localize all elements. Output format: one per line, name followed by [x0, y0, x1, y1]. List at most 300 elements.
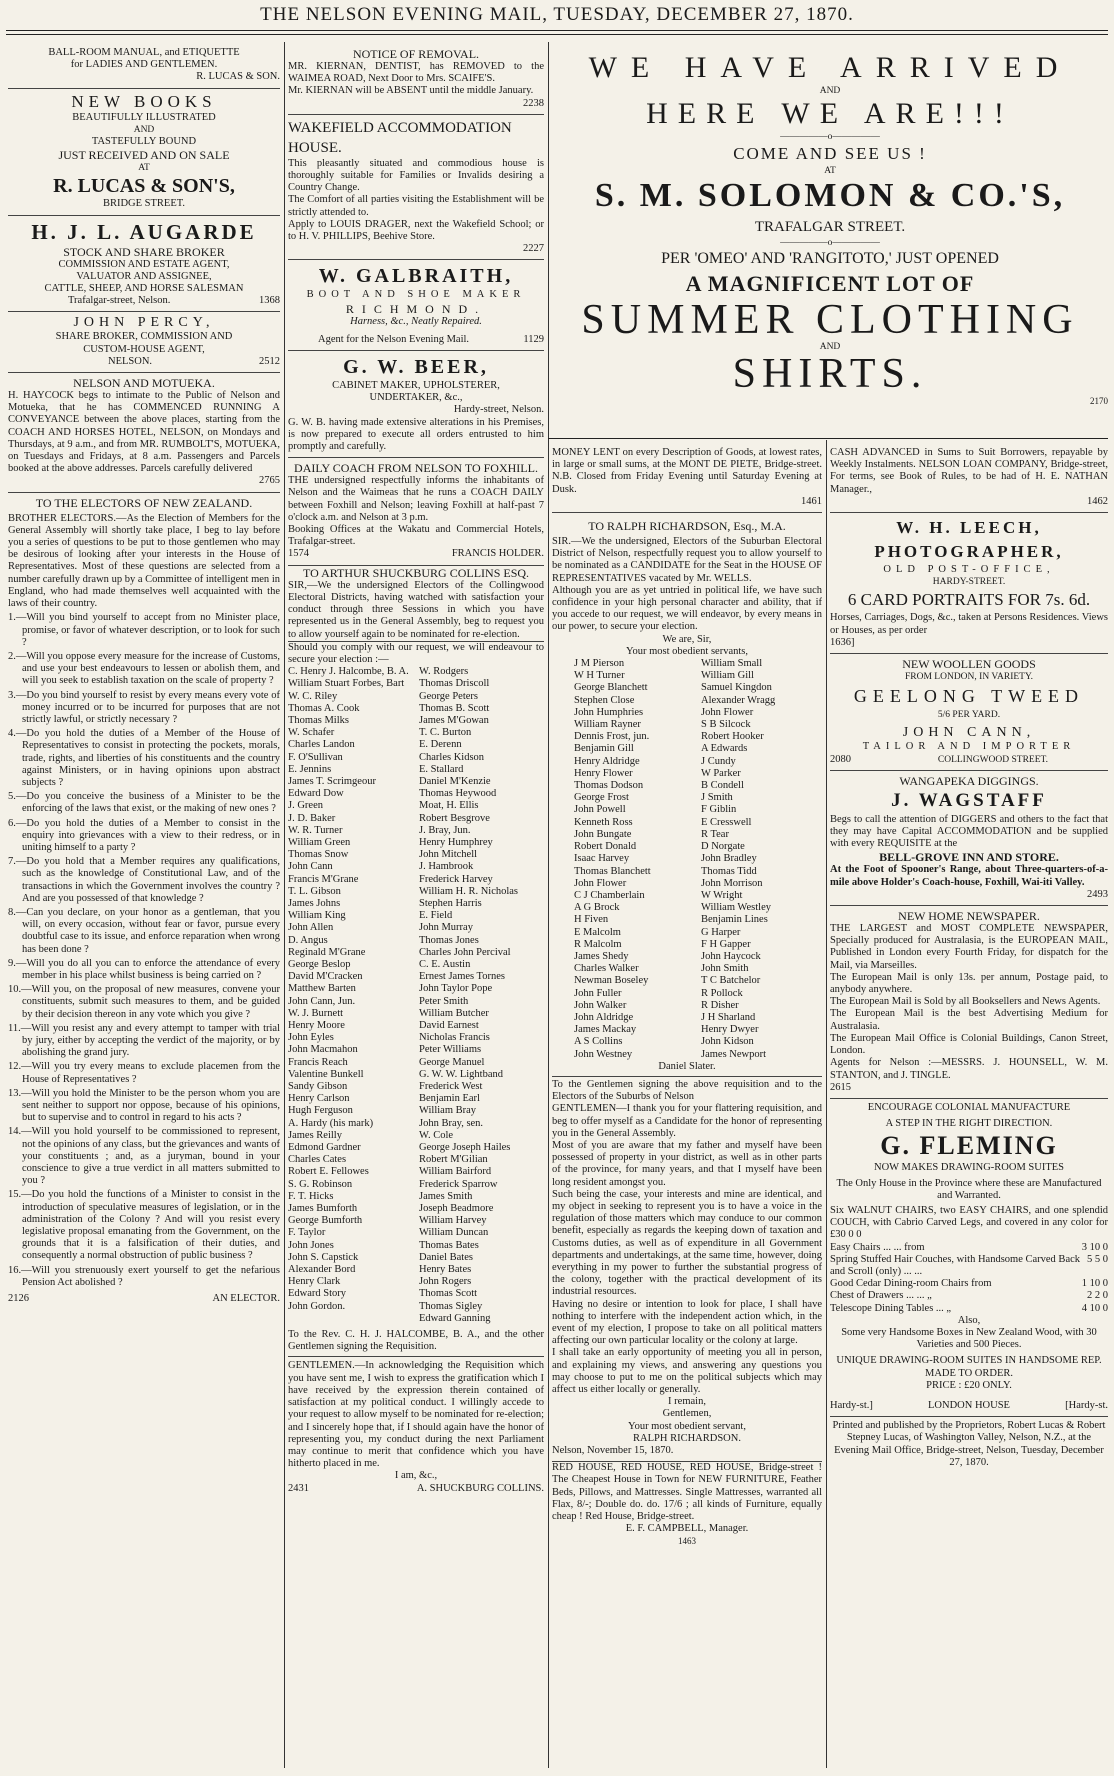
signatory: George Bumforth — [288, 1215, 363, 1227]
price-row — [830, 1242, 1108, 1254]
signatory: Thomas Heywood — [419, 788, 497, 800]
banner-line: PER 'OMEO' AND 'RANGITOTO,' JUST OPENED — [661, 250, 999, 267]
question: 15.—Do you hold the functions of a Minister to consist in the introduction of speculative measures of legislation, or in the administration of the Colony ? And will you resist every legislative proposal emanating from the Government, on the grounds that it is a falsification of their duties, and consequently a normal obstruction of public business ? — [8, 1189, 280, 1262]
signatory: R Pollock — [701, 987, 743, 999]
ad-augarde — [8, 216, 280, 313]
signatory: John Rogers — [419, 1276, 472, 1288]
signatory: William Green — [288, 836, 351, 848]
signatory: W Wright — [701, 889, 743, 901]
signatory: Henry Aldridge — [574, 755, 640, 767]
signatory: Thomas Sigley — [419, 1300, 483, 1312]
signatory: John Westney — [574, 1048, 633, 1060]
ad-number: 1129 — [523, 333, 544, 345]
banner-line: A MAGNIFICENT LOT OF — [685, 271, 975, 296]
ad-body: SIR,—We the undersigned Electors of the Collingwood Electoral Districts, having watched with satisfaction your conduct through three Sessions in which you have represented us in the General Assembly, beg to request you to allow yourself again to be nominated for re-election. — [288, 579, 544, 640]
signatory: G Harper — [701, 926, 741, 938]
question: 3.—Do you bind yourself to resist by every means every vote of money incurred or to be incurred for purposes that are not strictly lawful, or strictly necessary ? — [8, 689, 280, 725]
signatory: Thomas A. Cook — [288, 702, 360, 714]
ad-line: Also, — [957, 1314, 981, 1326]
ad-beer — [288, 351, 544, 458]
solomon-banner — [552, 44, 1108, 406]
ad-line: 5/6 PER YARD. — [937, 710, 1001, 721]
ad-body: Mr. KIERNAN will be ABSENT until the middle January. — [288, 85, 534, 97]
ad-body: To the Gentlemen signing the above requisition and to the Electors of the Suburbs of Nelson — [552, 1076, 822, 1103]
signatory: R Disher — [701, 999, 739, 1011]
ad-body: H. HAYCOCK begs to intimate to the Public of Nelson and Motueka, that he has COMMENCED RUNNING A CONVEYANCE between the above places, starting from the COACH AND HORSES HOTEL, NELSON, on Mondays and Thursdays, at 9 a.m., and from MR. RUMBOLT'S, MOTUEKA, on Tuesdays and Fridays, at 8 a.m. Passengers and Parcels booked at the above addresses. Parcels carefully delivered — [8, 390, 280, 475]
signatory: Henry Bates — [419, 1264, 472, 1276]
signatory: Isaac Harvey — [574, 853, 630, 865]
signatory: John Walker — [574, 999, 627, 1011]
signatory: John S. Capstick — [288, 1251, 359, 1263]
signatory: Henry Humphrey — [419, 836, 493, 848]
ad-number: 2170 — [1090, 396, 1108, 406]
ad-line: Gentlemen, — [662, 1408, 712, 1420]
signatory: James Smith — [419, 1190, 473, 1202]
ad-collins — [288, 566, 544, 1495]
ad-line: TASTEFULLY BOUND — [91, 136, 197, 148]
masthead: THE NELSON EVENING MAIL, TUESDAY, DECEMBER 27, 1870. — [260, 4, 854, 25]
price-row — [830, 1278, 1108, 1290]
price-row — [830, 1254, 1108, 1278]
signature: A. SHUCKBURG COLLINS. — [416, 1482, 544, 1494]
signatory: William Stuart Forbes, Bart — [288, 678, 405, 690]
signatory: F Giblin — [701, 804, 737, 816]
ad-title: W. H. LEECH, PHOTOGRAPHER, — [874, 518, 1064, 562]
price-item: Easy Chairs ... ... from — [830, 1241, 925, 1253]
column-divider — [284, 42, 285, 1768]
signatory: Sandy Gibson — [288, 1081, 348, 1093]
signatory: John Jones — [288, 1239, 334, 1251]
signatory: Daniel M'Kenzie — [419, 775, 491, 787]
ad-body: THE undersigned respectfully informs the inhabitants of Nelson and the Waimeas that he runs a COACH DAILY between Foxhill and Nelson; leaving Foxhill at half-past 7 o'clock a.m. and Nelson at 3 p.m. — [288, 475, 544, 523]
ad-line: CATTLE, SHEEP, AND HORSE SALESMAN — [44, 283, 244, 295]
ad-body: Six WALNUT CHAIRS, two EASY CHAIRS, and one splendid COUCH, with Cabrio Carved Legs, and covered in any color for £30 0 0 — [830, 1204, 1108, 1241]
ad-line: VALUATOR AND ASSIGNEE, — [76, 270, 212, 282]
ad-removal — [288, 44, 544, 115]
banner-rule: —————o————— — [780, 132, 880, 142]
ad-new-books — [8, 89, 280, 216]
signatory: John Morrison — [701, 877, 763, 889]
banner-rule-bottom — [548, 438, 1108, 439]
ad-richardson — [552, 513, 822, 1462]
signatory: John Aldridge — [574, 1011, 634, 1023]
column-divider — [826, 440, 827, 1768]
signatory: John Taylor Pope — [419, 983, 493, 995]
signatory: William Small — [701, 658, 763, 670]
signatory: Francis Reach — [288, 1056, 348, 1068]
ad-galbraith — [288, 260, 544, 351]
signatory: R Tear — [701, 828, 729, 840]
signatory: C. E. Austin — [419, 958, 471, 970]
price-item: Spring Stuffed Hair Couches, with Handsome Carved Back and Scroll (only) ... ... — [830, 1253, 1081, 1277]
price-item: Telescope Dining Tables ... „ — [830, 1302, 952, 1314]
signatory: Robert M'Gilian — [419, 1154, 488, 1166]
ad-newspaper — [830, 906, 1108, 1099]
ad-title: DAILY COACH FROM NELSON TO FOXHILL. — [294, 461, 538, 476]
ad-body: At the Foot of Spooner's Range, about Three-quarters-of-a-mile above Holder's Coach-house, Foxhill, Wai-iti Valley. — [830, 864, 1108, 888]
signatory: Matthew Barten — [288, 983, 356, 995]
signatory: Ernest James Tornes — [419, 971, 505, 983]
banner-line: WE HAVE ARRIVED — [588, 51, 1072, 84]
signatory: Edward Story — [288, 1288, 347, 1300]
signatory: William Rayner — [574, 719, 641, 731]
ad-body: Such being the case, your interests and mine are identical, and my object in seeking to represent you is to have a voice in the regulation of those matters which may conduce to our common benefit, especially as regards the keeping down of taxation and Customs duties, as well as of expenditure in all Government departments and undertakings, at the same time, however, doing everything in my power to further the substantial progress of the colony, together with the practical development of its industrial resources. — [552, 1188, 822, 1298]
signatory: John Bradley — [701, 853, 757, 865]
signatory: E Malcolm — [574, 926, 621, 938]
ad-line: Your most obedient servant, — [628, 1420, 746, 1432]
signatory: James M'Gowan — [419, 714, 489, 726]
signatory: E. Stallard — [419, 763, 464, 775]
signatory: W. Cole — [419, 1129, 454, 1141]
ad-number: 2080 — [830, 753, 851, 765]
ad-title: WAKEFIELD ACCOMMODATION HOUSE. — [288, 119, 512, 156]
signatory: Charles Cates — [288, 1154, 347, 1166]
column-2 — [288, 44, 544, 1768]
ad-body: MR. KIERNAN, DENTIST, has REMOVED to the WAIMEA ROAD, Next Door to Mrs. SCAIFE'S. — [288, 61, 544, 85]
ad-number: 2126 — [8, 1293, 29, 1305]
signatory: John Fuller — [574, 987, 622, 999]
signatory: Robert Besgrove — [419, 812, 490, 824]
ad-fleming — [830, 1099, 1108, 1417]
signatory: G. W. W. Lightband — [419, 1068, 504, 1080]
banner-line: TRAFALGAR STREET. — [754, 219, 906, 235]
signature: RALPH RICHARDSON. — [633, 1432, 741, 1444]
signatory: James Shedy — [574, 950, 629, 962]
ad-line: We are, Sir, — [662, 633, 712, 645]
ad-body: GENTLEMEN.—In acknowledging the Requisition which you have sent me, I wish to express the gratification which I have received by the expression therein contained of satisfaction at my political conduct. I willingly accede to your request to allow myself to be nominated for re-election; and I sincerely hope that, if I should again have the honor of representing you, my conduct during the next Parliament may continue to merit that confidence which you have hitherto placed in me. — [288, 1360, 544, 1470]
column-3 — [552, 444, 822, 1768]
ad-body: G. W. B. having made extensive alterations in his Premises, is now prepared to execute all orders entrusted to him promptly and carefully. — [288, 416, 544, 453]
question: 6.—Do you hold the duties of a Member to consist in the enquiry into grievances with a view to their redress, or in uniting himself to a party ? — [8, 817, 280, 853]
signatory: Edward Dow — [288, 788, 344, 800]
ad-body: Booking Offices at the Wakatu and Commercial Hotels, Trafalgar-street. — [288, 524, 544, 548]
ad-line: UNIQUE DRAWING-ROOM SUITES IN HANDSOME REP. MADE TO ORDER. — [836, 1355, 1102, 1379]
signatory: George Frost — [574, 792, 629, 804]
ad-body: The European Mail is Sold by all Booksellers and News Agents. — [830, 996, 1101, 1008]
ad-title: WANGAPEKA DIGGINGS. — [899, 773, 1039, 788]
ad-line: Trafalgar-street, Nelson. — [68, 295, 171, 307]
signatory: A G Brock — [574, 902, 620, 914]
ad-body: GENTLEMEN—I thank you for your flattering requisition, and beg to offer myself as a Candidate for the honor of representing you in the General Assembly. — [552, 1103, 822, 1139]
banner-line: HERE WE ARE!!! — [646, 97, 1014, 130]
signatory: Robert Hooker — [701, 731, 764, 743]
ad-line: NOW MAKES DRAWING-ROOM SUITES — [873, 1162, 1064, 1174]
signatory: D Norgate — [701, 841, 745, 853]
ad-wakefield — [288, 115, 544, 261]
signatory: Edward Ganning — [419, 1312, 491, 1324]
ad-line: [Hardy-st. — [1065, 1399, 1108, 1411]
signatory: T C Batchelor — [701, 975, 761, 987]
signatory: Stephen Harris — [419, 897, 482, 909]
signatory: Newman Boseley — [574, 975, 649, 987]
signatory: Thomas Bates — [419, 1239, 479, 1251]
ad-line: HARDY-STREET. — [932, 577, 1006, 588]
banner-line: S. M. SOLOMON & CO.'S, — [594, 177, 1066, 214]
signatory: Henry Moore — [288, 1020, 345, 1031]
ad-body: The European Mail is only 13s. per annum, Postage paid, to anybody anywhere. — [830, 971, 1108, 996]
signatory: Henry Clark — [288, 1276, 341, 1288]
signatory: John Powell — [574, 804, 626, 816]
ad-woollen — [830, 654, 1108, 771]
signatory: J. Bray, Jun. — [419, 824, 471, 836]
ad-title: NEW WOOLLEN GOODS — [902, 657, 1036, 672]
signatory — [288, 1313, 413, 1325]
signatory: R Malcolm — [574, 938, 622, 950]
signatory: William Gill — [701, 670, 754, 682]
ad-body: RED HOUSE, RED HOUSE, RED HOUSE, Bridge-street ! The Cheapest House in Town for NEW FURNITURE, Feather Beds, Pillows, and Mattresses. Single Mattresses, warranted all Flax, 8/-; Double do. do. 17/6 ; all kinds of Furniture, equally cheap ! Red House, Bridge-street. — [552, 1462, 822, 1523]
signatory: Daniel Bates — [419, 1251, 473, 1263]
signatory: John Cann, Jun. — [288, 995, 356, 1007]
ad-line: R. LUCAS & SON. — [196, 71, 280, 83]
price-item: Chest of Drawers ... ... „ — [830, 1290, 932, 1302]
ad-line: SHARE BROKER, COMMISSION AND — [55, 331, 233, 343]
question: 13.—Will you hold the Minister to be the person whom you are sent neither to support nor oppose, because of his opinions, but to supervise and to control in regard to his acts ? — [8, 1087, 280, 1124]
ad-body: MONEY LENT on every Description of Goods, at lowest rates, in large or small sums, at the MONT DE PIETE, Bridge-street. N.B. Closed from Friday Evening until Saturday Evening at Dusk. — [552, 447, 822, 495]
signatory: John Cann — [288, 861, 333, 873]
ad-number: 2512 — [259, 355, 280, 367]
signatory: Robert Donald — [574, 841, 637, 853]
banner-rule: —————o————— — [780, 238, 880, 248]
ad-body: Apply to LOUIS DRAGER, next the Wakefield School; or to H. V. PHILLIPS, Beehive Store. — [288, 218, 544, 243]
signatory: Thomas Snow — [288, 849, 349, 861]
ad-line: NELSON. — [108, 355, 153, 367]
ad-line: COLLINGWOOD STREET. — [937, 754, 1048, 765]
signatory: Alexander Wragg — [701, 694, 776, 706]
signatory: William Butcher — [419, 1007, 489, 1019]
ad-coach — [288, 458, 544, 565]
ad-leech — [830, 513, 1108, 654]
ad-body: Although you are as yet untried in political life, we have such confidence in your high personal character and ability, that if you accede to our request, we will endeavor, by every means in our power, to secure your election. — [552, 584, 822, 633]
ad-line: BEAUTIFULLY ILLUSTRATED — [72, 111, 216, 123]
ad-percy — [8, 312, 280, 373]
signatory: E. Jennins — [288, 763, 332, 775]
price-row — [830, 1303, 1108, 1315]
ad-body: Horses, Carriages, Dogs, &c., taken at Persons Residences. Views or Houses, as per order — [830, 612, 1108, 636]
ad-body: BROTHER ELECTORS.—As the Election of Members for the General Assembly will shortly take place, I beg to lay before you a series of questions to be put to those gentlemen who may be desirous of looking after your interests in the House of Representatives. Most of these questions are selected from a number carefully drawn up by a Committee of intelligent men in England, who had made themselves well acquainted with the laws of their country. — [8, 512, 280, 610]
signatory: F. Taylor — [288, 1227, 326, 1239]
question: 7.—Do you hold that a Member requires any qualifications, such as the knowledge of Constitutional Law, and of the transactions in which the Government involves the country ? And are you possessed of that knowledge ? — [8, 856, 280, 904]
ad-line: The Only House in the Province where these are Manufactured and Warranted. — [836, 1177, 1102, 1201]
signatory: John Murray — [419, 922, 473, 934]
signatory: J. Green — [288, 800, 323, 812]
signatory: William King — [288, 910, 346, 922]
signatory: Thomas Blanchett — [574, 865, 651, 877]
ad-line: I am, &c., — [394, 1470, 438, 1482]
signatory: Charles Walker — [574, 963, 639, 975]
signatory: J H Sharland — [701, 1011, 756, 1023]
ad-number: 2493 — [1087, 888, 1108, 900]
ad-line: RICHMOND. — [345, 301, 487, 316]
signatory: George Manuel — [419, 1056, 485, 1068]
signatory: T. C. Burton — [419, 727, 472, 739]
ad-body: The European Mail is the best Advertising Medium for Australasia. — [830, 1008, 1108, 1032]
ad-line: Hardy-st.] — [830, 1399, 873, 1411]
question: 10.—Will you, on the proposal of new measures, convene your constituents, submit such measures to them, and be guided by their decision thereon in any vote which you give ? — [8, 984, 280, 1020]
signatory: John Gordon. — [288, 1300, 346, 1312]
price-value: 5 5 0 — [1087, 1253, 1108, 1265]
ad-body: Having no desire or intention to look for place, I shall have nothing to interfere with the independent action which, in the event of my election, I propose to take on all political matters affecting our own particular locality or the colony at large. — [552, 1298, 822, 1347]
ad-number: 2238 — [523, 97, 544, 109]
signatory: Joseph Beadmore — [419, 1203, 494, 1215]
signatory: Benjamin Gill — [574, 743, 634, 755]
signatory: Henry Flower — [574, 767, 633, 779]
ad-title: W. GALBRAITH, — [318, 265, 514, 288]
ad-body: SIR.—We the undersigned, Electors of the Suburban Electoral District of Nelson, respectfully request you to allow yourself to be nominated as a CANDIDATE for the Seat in the HOUSE OF REPRESENTATIVES vacated by Mr. WELLS. — [552, 536, 822, 584]
signatory: W. Rodgers — [419, 666, 469, 678]
signatory: W. J. Burnett — [288, 1007, 344, 1019]
ad-cash-advanced — [830, 444, 1108, 513]
signatory: F. T. Hicks — [288, 1190, 334, 1202]
signatory: E Cresswell — [701, 816, 752, 828]
signatory: James Mackay — [574, 1024, 637, 1036]
ad-title: JOHN PERCY, — [73, 315, 215, 331]
ad-title: G. W. BEER, — [343, 356, 489, 379]
signatory: J Cundy — [701, 755, 736, 767]
signatory: David Earnest — [419, 1020, 479, 1031]
signatory: Peter Williams — [419, 1044, 482, 1056]
signatory: B Condell — [701, 780, 744, 792]
signatory: H Fiven — [574, 914, 609, 926]
signatory: W. Schafer — [288, 727, 335, 739]
signatory: Francis M'Grane — [288, 873, 359, 885]
ad-line: BRIDGE STREET. — [102, 198, 186, 210]
ad-line: Agent for the Nelson Evening Mail. — [318, 333, 470, 345]
masthead-rule-2 — [6, 34, 1108, 35]
question: 5.—Do you conceive the business of a Minister to be the enforcing of the laws that exist, or the making of new ones ? — [8, 791, 280, 815]
signatory: George Blanchett — [574, 682, 648, 694]
signatory: William Bray — [419, 1105, 477, 1117]
signatory: Charles Landon — [288, 739, 355, 751]
signatory: J Smith — [701, 792, 733, 804]
question: 16.—Will you strenuously exert yourself to get the nefarious Pension Act abolished ? — [8, 1264, 280, 1288]
ad-line: TAILOR AND IMPORTER — [862, 741, 1076, 753]
signatory: Frederick West — [419, 1081, 483, 1093]
ad-line: BOOT AND SHOE MAKER — [306, 289, 526, 301]
signatory: John Smith — [701, 963, 749, 975]
masthead-rule — [6, 30, 1108, 31]
signatory: John Kidson — [701, 1036, 754, 1048]
banner-line: AND — [819, 86, 841, 96]
ad-line: CUSTOM-HOUSE AGENT, — [83, 343, 205, 355]
signatory: Alexander Bord — [288, 1264, 356, 1276]
signatory: Kenneth Ross — [574, 816, 633, 828]
ad-line: OLD POST-OFFICE, — [883, 564, 1055, 576]
ad-line: COMMISSION AND ESTATE AGENT, — [58, 258, 230, 270]
ad-title: J. WAGSTAFF — [891, 789, 1047, 811]
signatory: William H. R. Nicholas — [419, 885, 519, 897]
signatory: James Bumforth — [288, 1203, 358, 1215]
signatory: J. Hambrook — [419, 861, 474, 873]
signatory: Nicholas Francis — [419, 1032, 490, 1044]
price-list — [830, 1242, 1108, 1315]
signature: E. F. CAMPBELL, Manager. — [625, 1523, 749, 1535]
signatory: Samuel Kingdon — [701, 682, 772, 694]
ad-line: for LADIES AND GENTLEMEN. — [70, 59, 218, 71]
signature: FRANCIS HOLDER. — [451, 548, 544, 560]
question: 8.—Can you declare, on your honor as a gentleman, that you will, on every occasion, without fear or favor, pursue every doubtful case to its issue, and enforce reparation when wrong has been done ? — [8, 906, 280, 955]
signatory: Thomas Dodson — [574, 780, 644, 792]
ad-line: CABINET MAKER, UPHOLSTERER, — [332, 380, 500, 392]
signatory: William Duncan — [419, 1227, 489, 1239]
ad-line: FROM LONDON, IN VARIETY. — [905, 672, 1033, 683]
signatory: Robert E. Fellowes — [288, 1166, 369, 1178]
signatory: E. Field — [419, 910, 453, 922]
signatory: J M Pierson — [574, 658, 625, 670]
signatory: William Harvey — [419, 1215, 487, 1227]
ad-number: 1368 — [259, 295, 280, 307]
signatory: Thomas Driscoll — [419, 678, 490, 690]
ad-line: PRICE : £20 ONLY. — [926, 1379, 1012, 1391]
ad-title: ENCOURAGE COLONIAL MANUFACTURE — [867, 1101, 1071, 1113]
signatory: F. O'Sullivan — [288, 751, 343, 763]
signatory: Benjamin Earl — [419, 1093, 480, 1105]
signatory: John Allen — [288, 922, 334, 934]
signatory: Reginald M'Grane — [288, 946, 366, 958]
signatory: George Peters — [419, 690, 478, 702]
ad-line: BELL-GROVE INN AND STORE. — [879, 850, 1059, 865]
signatory: John Flower — [701, 706, 754, 718]
signatory: John Macmahon — [288, 1044, 358, 1056]
ad-body: To the Rev. C. H. J. HALCOMBE, B. A., and the other Gentlemen signing the Requisition. — [288, 1329, 544, 1357]
signatory: W. C. Riley — [288, 690, 338, 702]
ad-title: TO RALPH RICHARDSON, Esq., M.A. — [588, 519, 786, 534]
ad-title: G. FLEMING — [880, 1131, 1058, 1161]
banner-line: COME AND SEE US ! — [733, 144, 927, 163]
column-divider — [548, 42, 549, 1768]
column-4 — [830, 444, 1108, 1768]
ad-line: 6 CARD PORTRAITS FOR 7s. 6d. — [847, 590, 1091, 610]
question: 1.—Will you bind yourself to accept from no Minister place, promise, or favor of whatever description, or to look for such ? — [8, 612, 280, 648]
signatory: Thomas Jones — [419, 934, 479, 946]
ad-number: 2765 — [259, 475, 280, 487]
ad-red-house — [552, 1462, 822, 1547]
ad-line: LONDON HOUSE — [928, 1399, 1010, 1411]
ad-line: AND — [133, 124, 155, 135]
ad-line: I remain, — [668, 1396, 706, 1408]
signatory: A Edwards — [701, 743, 748, 755]
question: 11.—Will you resist any and every attempt to tamper with trial by jury, either by accepting the verdict of the majority, or by abolishing the grand jury. — [8, 1022, 280, 1059]
signatory: David M'Cracken — [288, 971, 363, 983]
ad-money-lent — [552, 444, 822, 513]
price-row — [830, 1290, 1108, 1302]
signatory: Thomas Milks — [288, 714, 349, 726]
signatory: W Parker — [701, 767, 741, 779]
price-value: 4 10 0 — [1081, 1302, 1108, 1314]
signatory: A. Hardy (his mark) — [288, 1117, 374, 1129]
column-1 — [8, 44, 280, 1768]
signatory: Charles John Percival — [419, 946, 511, 958]
banner-line: SHIRTS. — [732, 351, 928, 397]
ad-body: The Comfort of all parties visiting the Establishment will be strictly attended to. — [288, 194, 544, 218]
ad-title: NEW HOME NEWSPAPER. — [898, 909, 1040, 924]
ad-number: 1462 — [1087, 495, 1108, 507]
ad-body: This pleasantly situated and commodious house is thoroughly suitable for Families or Invalids desiring a Country Change. — [288, 157, 544, 194]
ad-number: 1461 — [801, 495, 822, 507]
signatory: Peter Smith — [419, 995, 469, 1007]
signatory-list — [288, 666, 544, 1325]
signatory: Frederick Harvey — [419, 873, 493, 885]
ad-number: 1463 — [678, 1536, 696, 1547]
ad-line: JOHN CANN, — [902, 725, 1036, 741]
signatory: Daniel Slater. — [658, 1060, 716, 1072]
price-value: 3 10 0 — [1081, 1241, 1108, 1253]
ad-line: STOCK AND SHARE BROKER — [63, 244, 225, 259]
ad-body: I shall take an early opportunity of meeting you all in person, and explaining my views, and answering any questions you may choose to put to me on the political subjects which may affect us either locally or generally. — [552, 1347, 822, 1396]
ad-title: NEW BOOKS — [71, 91, 217, 111]
signatory: A S Collins — [574, 1036, 623, 1048]
signatory: Valentine Bunkell — [288, 1068, 364, 1080]
ad-title: NOTICE OF REMOVAL. — [352, 47, 480, 61]
